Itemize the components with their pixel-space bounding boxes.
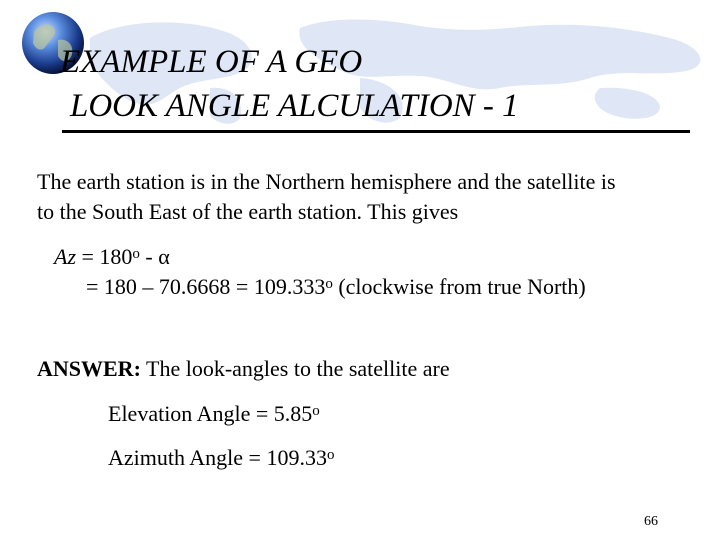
azimuth-angle <box>108 441 334 472</box>
slide-title-line-1: EXAMPLE OF A GEO <box>60 44 363 80</box>
degree-symbol: o <box>312 403 320 419</box>
az-note: (clockwise from true North) <box>332 274 586 299</box>
degree-symbol: o <box>132 246 140 262</box>
title-divider <box>62 130 690 133</box>
page-number: 66 <box>644 514 658 529</box>
az-equals-180: = 180 <box>76 244 133 269</box>
answer-label: ANSWER: <box>37 356 141 381</box>
az-symbol: Az <box>54 244 76 269</box>
intro-line-2: to the South East of the earth station. This gives <box>37 199 459 224</box>
degree-symbol: o <box>325 276 333 292</box>
azimuth-value: Azimuth Angle = 109.33 <box>108 445 327 470</box>
answer-line <box>37 355 450 383</box>
intro-line-1: The earth station is in the Northern hemisphere and the satellite is <box>37 169 616 194</box>
slide-title-line-2: LOOK ANGLE ALCULATION - 1 <box>70 88 519 124</box>
answer-text: The look-angles to the satellite are <box>140 356 450 381</box>
az-calculation: = 180 – 70.6668 = 109.333 <box>86 274 326 299</box>
azimuth-formula-line-2 <box>86 270 586 301</box>
degree-symbol: o <box>326 447 335 463</box>
azimuth-formula-line-1 <box>54 240 170 271</box>
alpha-symbol: α <box>158 244 170 269</box>
elevation-value: Elevation Angle = 5.85 <box>108 401 313 426</box>
minus-sign: - <box>139 244 159 269</box>
elevation-angle <box>108 397 320 428</box>
